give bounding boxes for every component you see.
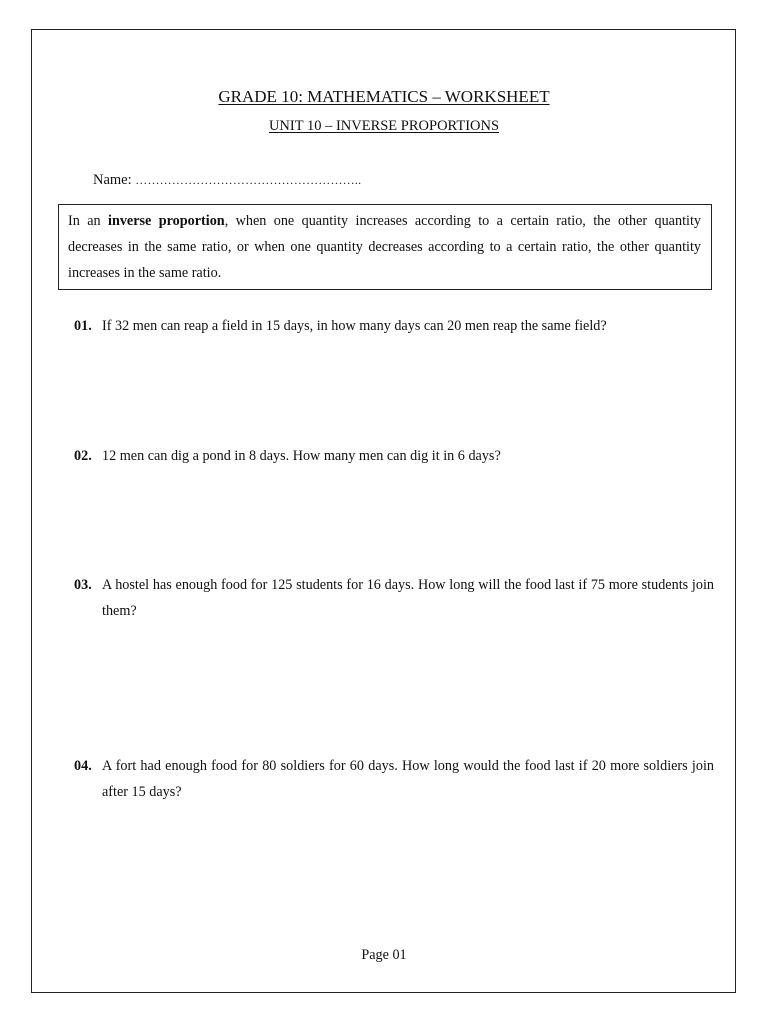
question-number: 03. <box>74 577 92 593</box>
question-text: If 32 men can reap a field in 15 days, in how many days can 20 men reap the same field? <box>102 318 607 334</box>
question-number: 02. <box>74 448 92 464</box>
name-label: Name: <box>93 172 132 188</box>
name-field <box>93 172 361 189</box>
question-text: A hostel has enough food for 125 students for 16 days. How long will the food last if 75 more students join them? <box>102 577 714 619</box>
question-item <box>74 443 714 469</box>
question-item <box>74 753 714 805</box>
worksheet-title: GRADE 10: MATHEMATICS – WORKSHEET <box>218 87 550 106</box>
question-item <box>74 572 714 624</box>
question-text: A fort had enough food for 80 soldiers for 60 days. How long would the food last if 20 more soldiers join after 15 days? <box>102 758 714 800</box>
name-dotted-line: ……………………………………………….. <box>135 173 362 187</box>
question-item <box>74 313 714 339</box>
definition-term: inverse proportion <box>108 213 225 229</box>
page-number: Page 01 <box>361 947 407 963</box>
unit-subtitle: UNIT 10 – INVERSE PROPORTIONS <box>268 118 500 134</box>
question-text: 12 men can dig a pond in 8 days. How many men can dig it in 6 days? <box>102 448 501 464</box>
definition-text: , when one quantity increases according to a certain ratio, the other quantity decreases in the same ratio, or when one quantity decreases according to a certain ratio, the other quantity increases in the same ratio. <box>68 213 701 281</box>
question-number: 01. <box>74 318 92 334</box>
definition-box <box>58 204 712 290</box>
question-number: 04. <box>74 758 92 774</box>
definition-prefix: In an <box>68 213 108 229</box>
